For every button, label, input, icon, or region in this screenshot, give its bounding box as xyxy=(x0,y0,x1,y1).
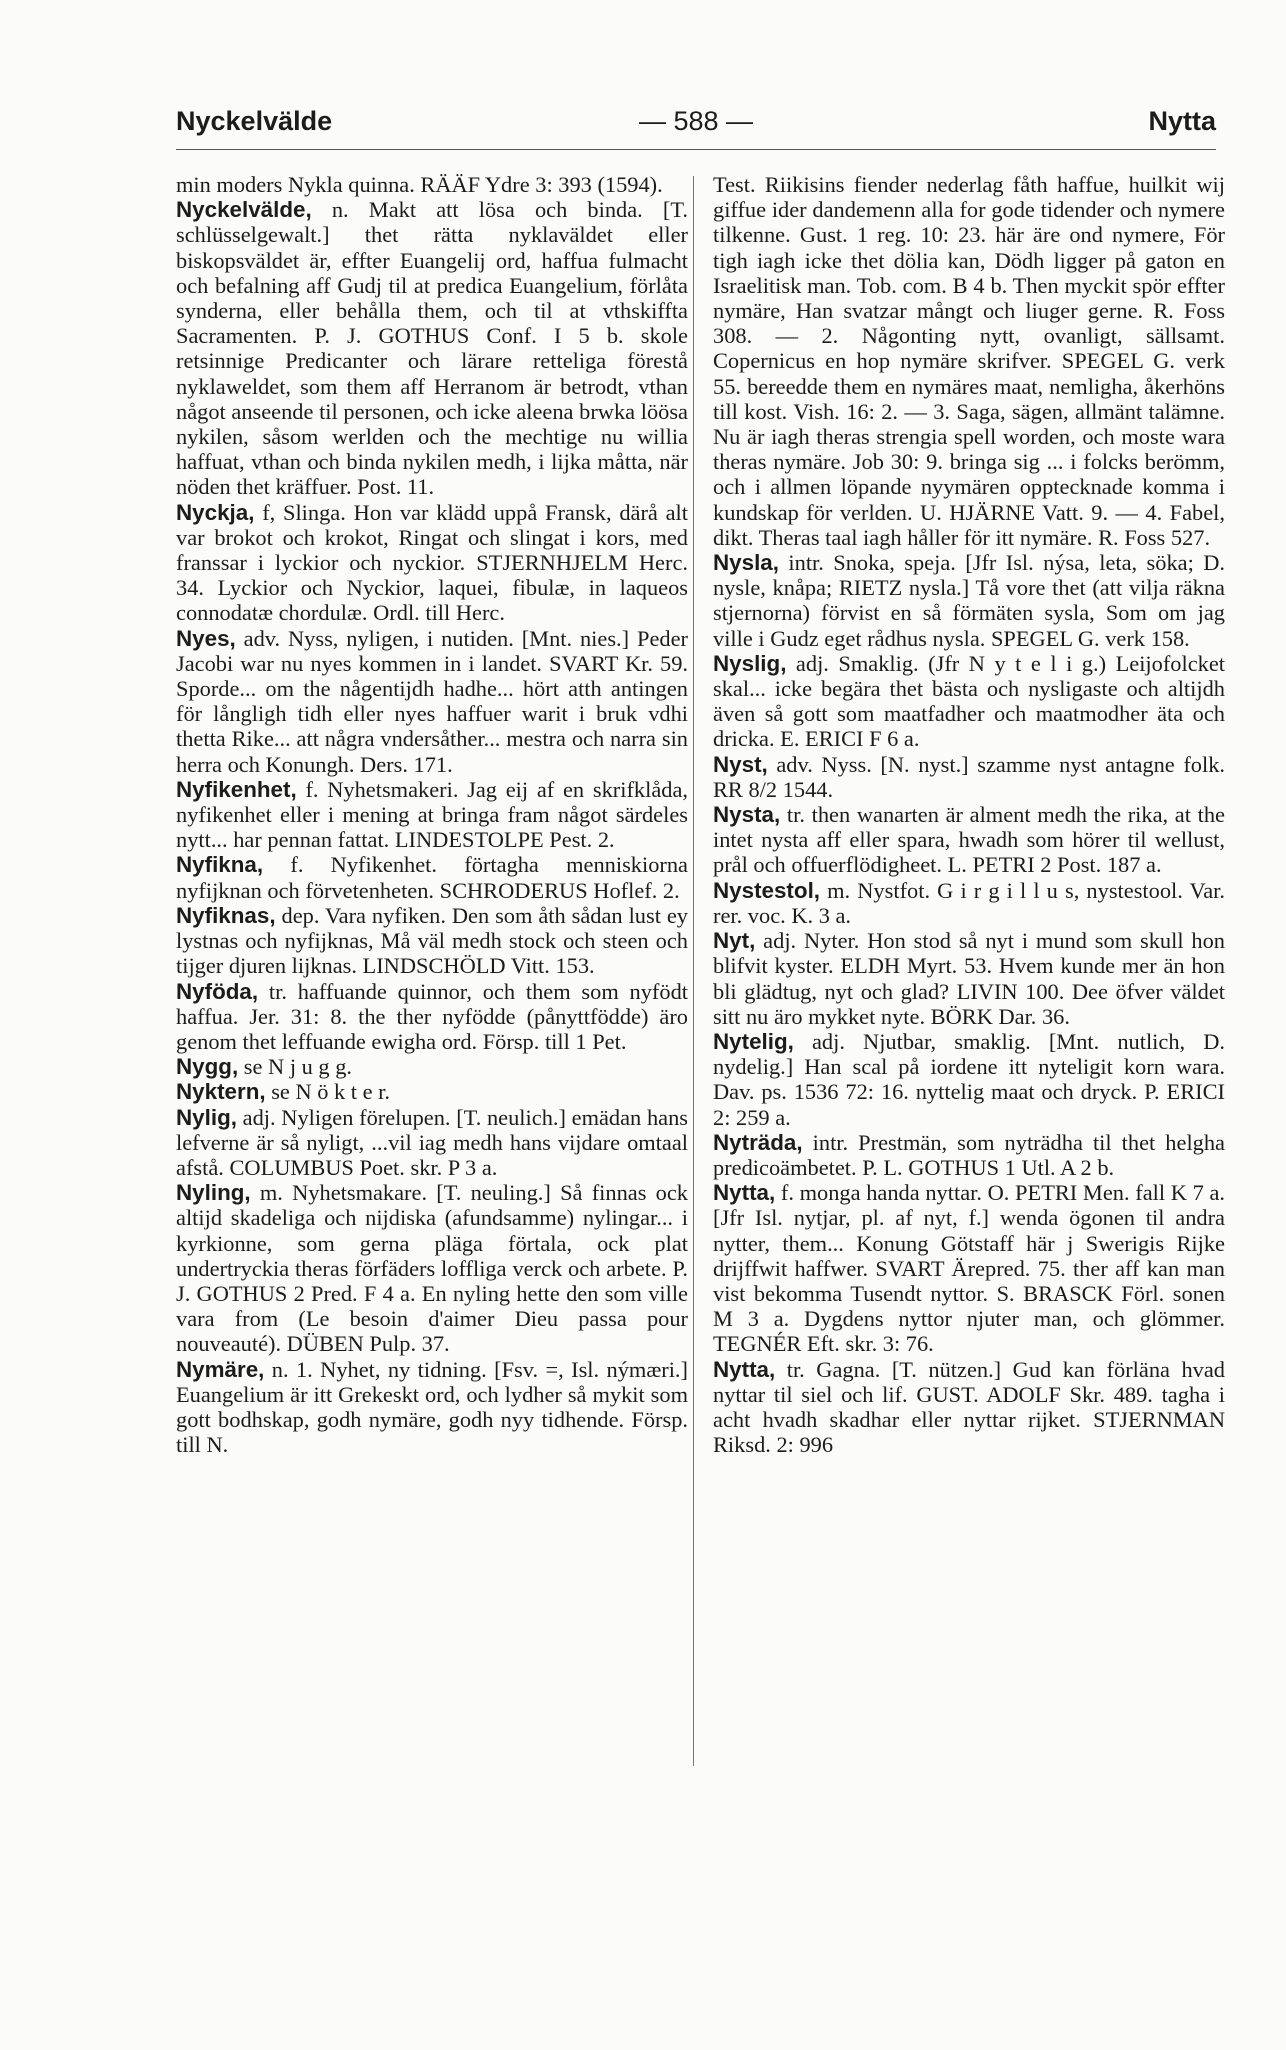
entry-headword: Nyes, xyxy=(176,625,236,651)
dictionary-entry xyxy=(176,1054,688,1079)
dictionary-entry xyxy=(713,878,1225,928)
entry-headword: Nyckja, xyxy=(176,499,255,525)
entry-headword: Nytta, xyxy=(713,1356,776,1382)
entry-text: intr. Prestmän, som nyträdha til thet helgha predicoämbetet. P. L. GOTHUS 1 Utl. A 2 b. xyxy=(713,1129,1225,1180)
dictionary-entry xyxy=(176,979,688,1055)
entry-text: min moders Nykla quinna. RÄÄF Ydre 3: 393 (1594). xyxy=(176,172,663,197)
dictionary-entry xyxy=(713,802,1225,878)
entry-headword: Nyfikna, xyxy=(176,852,264,878)
dictionary-entry xyxy=(713,1130,1225,1180)
entry-text: tr. then wanarten är alment medh the rika, at the intet nysta aff eller spara, hwadh som hörer til wellust, prål och offuerflödigheet. L. PETRI 2 Post. 187 a. xyxy=(713,802,1225,878)
entry-text: tr. haffuande quinnor, och them som nyfödt haffua. Jer. 31: 8. the ther nyfödde (pånyttfödde) äro genom thet leffuande ewigha ord. Försp. till 1 Pet. xyxy=(176,978,688,1054)
entry-text: n. Makt att lösa och binda. [T. schlüsselgewalt.] thet rätta nyklaväldet eller biskopsväldet är, effter Euangelij ord, haffua fulmacht och befalning aff Gudj til at predica Euangelium, förlåta synderna, eller behålla them, och til at vthskiffta Sacramenten. P. J. GOTHUS Conf. I 5 b. skole retsinnige Predicanter och lärare retteliga förestå nyklaweldet, som them aff Herranom är betrodt, vthan något anseende til personen, och icke aleena brwka löösa nykilen, såsom werlden och the mechtige nu willia haffuat, vthan och binda nykilen medh, i lijka måtta, när nöden thet kräffuer. Post. 11. xyxy=(176,197,688,500)
dictionary-entry xyxy=(713,1180,1225,1356)
entry-headword: Nyst, xyxy=(713,751,768,777)
entry-headword: Nyfikenhet, xyxy=(176,776,297,802)
entry-headword: Nylig, xyxy=(176,1104,237,1130)
dictionary-entry xyxy=(176,1357,688,1458)
dictionary-entry xyxy=(713,1357,1225,1458)
right-column xyxy=(713,172,1225,1457)
entry-continuation xyxy=(713,172,1225,550)
entry-headword: Nymäre, xyxy=(176,1356,265,1382)
dictionary-entry xyxy=(176,1180,688,1356)
entry-text: adj. Nyligen förelupen. [T. neulich.] emädan hans lefverne är så nyligt, ...vil iag medh hans vijdare omtaal afstå. COLUMBUS Poet. skr. P 3 a. xyxy=(176,1104,688,1180)
entry-headword: Nyktern, xyxy=(176,1079,266,1105)
entry-text: adj. Njutbar, smaklig. [Mnt. nutlich, D. nydelig.] Han scal på iordene itt nyteligit korn wara. Dav. ps. 1536 72: 16. nyttelig maat och dryck. P. ERICI 2: 259 a. xyxy=(713,1028,1225,1130)
entry-headword: Nysta, xyxy=(713,802,781,828)
entry-text: f. monga handa nyttar. O. PETRI Men. fall K 7 a. [Jfr Isl. nytjar, pl. af nyt, f.] wenda ögonen til andra nytter, them... Konung Götstaff här j Swerigis Rijke drijffwit haffwer. SVART Ärepred. 75. ther aff kan man vist bekomma Tusendt nyttor. S. BRASCK Förl. sonen M 3 a. Dygdens nyttor njuter man, och glömmer. TEGNÉR Eft. skr. 3: 76. xyxy=(713,1180,1225,1357)
dictionary-entry xyxy=(176,500,688,626)
entry-text: dep. Vara nyfiken. Den som åth sådan lust ey lystnas och nyfijknas, Må väl medh stock och steen och tijger djuren lijknas. LINDSCHÖLD Vitt. 153. xyxy=(176,902,688,979)
dictionary-entry xyxy=(713,752,1225,802)
entry-text: tr. Gagna. [T. nützen.] Gud kan förläna hvad nyttar til siel och lif. GUST. ADOLF Skr. 489. tagha i acht hvadh skadhar eller nyttar rijket. STJERNMAN Riksd. 2: 996 xyxy=(713,1356,1225,1458)
dictionary-entry xyxy=(713,1029,1225,1130)
entry-text: adv. Nyss, nyligen, i nutiden. [Mnt. nies.] Peder Jacobi war nu nyes kommen in i landet. SVART Kr. 59. Sporde... om the någentijdh hadhe... hört atth antingen för långligh tidh eller nyes haffuer warit i bruk vdhi thetta Rike... att några vndersåther... mestra och narra sin herra och Konungh. Ders. 171. xyxy=(176,625,688,777)
entry-headword: Nysla, xyxy=(713,550,779,576)
entry-headword: Nyfiknas, xyxy=(176,902,276,928)
entry-text: m. Nystfot. G i r g i l l u s, nystestool. Var. rer. voc. K. 3 a. xyxy=(713,877,1225,928)
entry-headword: Nytta, xyxy=(713,1180,776,1206)
left-column xyxy=(176,172,688,1457)
entry-headword: Nyslig, xyxy=(713,650,787,676)
dictionary-entry xyxy=(176,1105,688,1181)
dictionary-entry xyxy=(176,903,688,979)
entry-headword: Nyckelvälde, xyxy=(176,197,312,223)
entry-text: Test. Riikisins fiender nederlag fåth haffue, huilkit wij giffue ider dandemenn alla for gode tidender och nymere tilkenne. Gust. 1 reg. 10: 23. här äre ond nymere, För tigh iagh icke thet dölia kan, Dödh ligger på gaton en Israelitisk man. Tob. com. B 4 b. Then myckit spör effter nymäre, Han svatzar mångt och liuger gerne. R. Foss 308. — 2. Någonting nytt, ovanligt, sällsamt. Copernicus en hop nymäre skrifver. SPEGEL G. verk 55. bereedde them en nymäres maat, nemligha, åkerhöns till kost. Vish. 16: 2. — 3. Saga, sägen, allmänt talämne. Nu är iagh theras strengia spell worden, och moste wara theras nymäre. Job 30: 9. bringa sig ... i folcks berömm, och i allmen löpande nyymären opptecknade komma i kundskap för verlden. U. HJÄRNE Vatt. 9. — 4. Fabel, dikt. Theras taal iagh håller för itt nymäre. R. Foss 527. xyxy=(713,172,1225,550)
header-left-guide-word: Nyckelvälde xyxy=(176,106,333,136)
dictionary-entry xyxy=(713,651,1225,752)
entry-text: adj. Nyter. Hon stod så nyt i mund som skull hon blifvit kyster. ELDH Myrt. 53. Hvem kunde mer än hon bli glädtug, nyt och glad? LIVIN 100. Dee öfver väldet sitt nu äro mykket nyte. BÖRK Dar. 36. xyxy=(713,928,1225,1029)
entry-headword: Nyt, xyxy=(713,928,756,954)
entry-continuation xyxy=(176,172,688,197)
page-header xyxy=(176,106,1216,146)
entry-headword: Nyföda, xyxy=(176,978,259,1004)
dictionary-entry xyxy=(176,777,688,853)
entry-text: f, Slinga. Hon var klädd uppå Fransk, därå alt var brokot och krokot, Ringat och slingat i kors, med franssar i lyckior och nyckior. STJERNHJELM Herc. 34. Lyckior och Nyckior, laquei, fibulæ, in laqueos connodatæ chordulæ. Ordl. till Herc. xyxy=(176,499,688,626)
entry-headword: Nygg, xyxy=(176,1054,239,1080)
dictionary-entry xyxy=(176,197,688,499)
entry-text: se N j u g g. xyxy=(238,1054,353,1080)
dictionary-entry xyxy=(176,1079,688,1104)
entry-headword: Nyträda, xyxy=(713,1129,803,1155)
header-right-guide-word: Nytta xyxy=(1148,106,1216,136)
dictionary-entry xyxy=(176,626,688,777)
entry-text: adv. Nyss. [N. nyst.] szamme nyst antagne folk. RR 8/2 1544. xyxy=(713,751,1225,802)
entry-text: f. Nyfikenhet. förtagha menniskiorna nyfijknan och förvetenheten. SCHRODERUS Hoflef. 2. xyxy=(176,852,688,903)
entry-text: f. Nyhetsmakeri. Jag eij af en skrifklåda, nyfikenhet eller i mening at bringa fram något särdeles nytt... har pennan fattat. LINDESTOLPE Pest. 2. xyxy=(176,776,688,853)
dictionary-entry xyxy=(713,928,1225,1029)
entry-text: adj. Smaklig. (Jfr N y t e l i g.) Leijofolcket skal... icke begära thet bästa och nysligaste och altijdh även så gott som maatfadher och maatmodher äta och dricka. E. ERICI F 6 a. xyxy=(713,650,1225,752)
entry-text: n. 1. Nyhet, ny tidning. [Fsv. =, Isl. nýmæri.] Euangelium är itt Grekeskt ord, och lydher så mykit som gott bodhskap, godh nymäre, godh nyy tidhende. Försp. till N. xyxy=(176,1356,688,1458)
dictionary-entry xyxy=(176,852,688,902)
header-rule xyxy=(176,149,1216,150)
entry-text: m. Nyhetsmakare. [T. neuling.] Så finnas ock altijd skadeliga och nijdiska (afundsamme) nylingar... i kyrkionne, som gerna pläga förtala, ock plat undertryckia theras förfäders loffliga verck och arbete. P. J. GOTHUS 2 Pred. F 4 a. En nyling hette den som ville vara from (Le besoin d'aimer Dieu passa pour nouveauté). DÜBEN Pulp. 37. xyxy=(176,1180,688,1357)
entry-headword: Nytelig, xyxy=(713,1028,794,1054)
dictionary-entry xyxy=(713,550,1225,651)
column-divider xyxy=(693,176,694,1766)
page-number: — 588 — xyxy=(638,106,754,136)
entry-text: se N ö k t e r. xyxy=(265,1079,390,1105)
entry-text: intr. Snoka, speja. [Jfr Isl. nýsa, leta, söka; D. nysle, knåpa; RIETZ nysla.] Tå vore thet (att vilja räkna stjernorna) förvist en så förmäten sysla, Som om jag ville i Gudz eget rådhus nysla. SPEGEL G. verk 158. xyxy=(713,550,1225,651)
entry-headword: Nyling, xyxy=(176,1180,251,1206)
entry-headword: Nystestol, xyxy=(713,877,821,903)
